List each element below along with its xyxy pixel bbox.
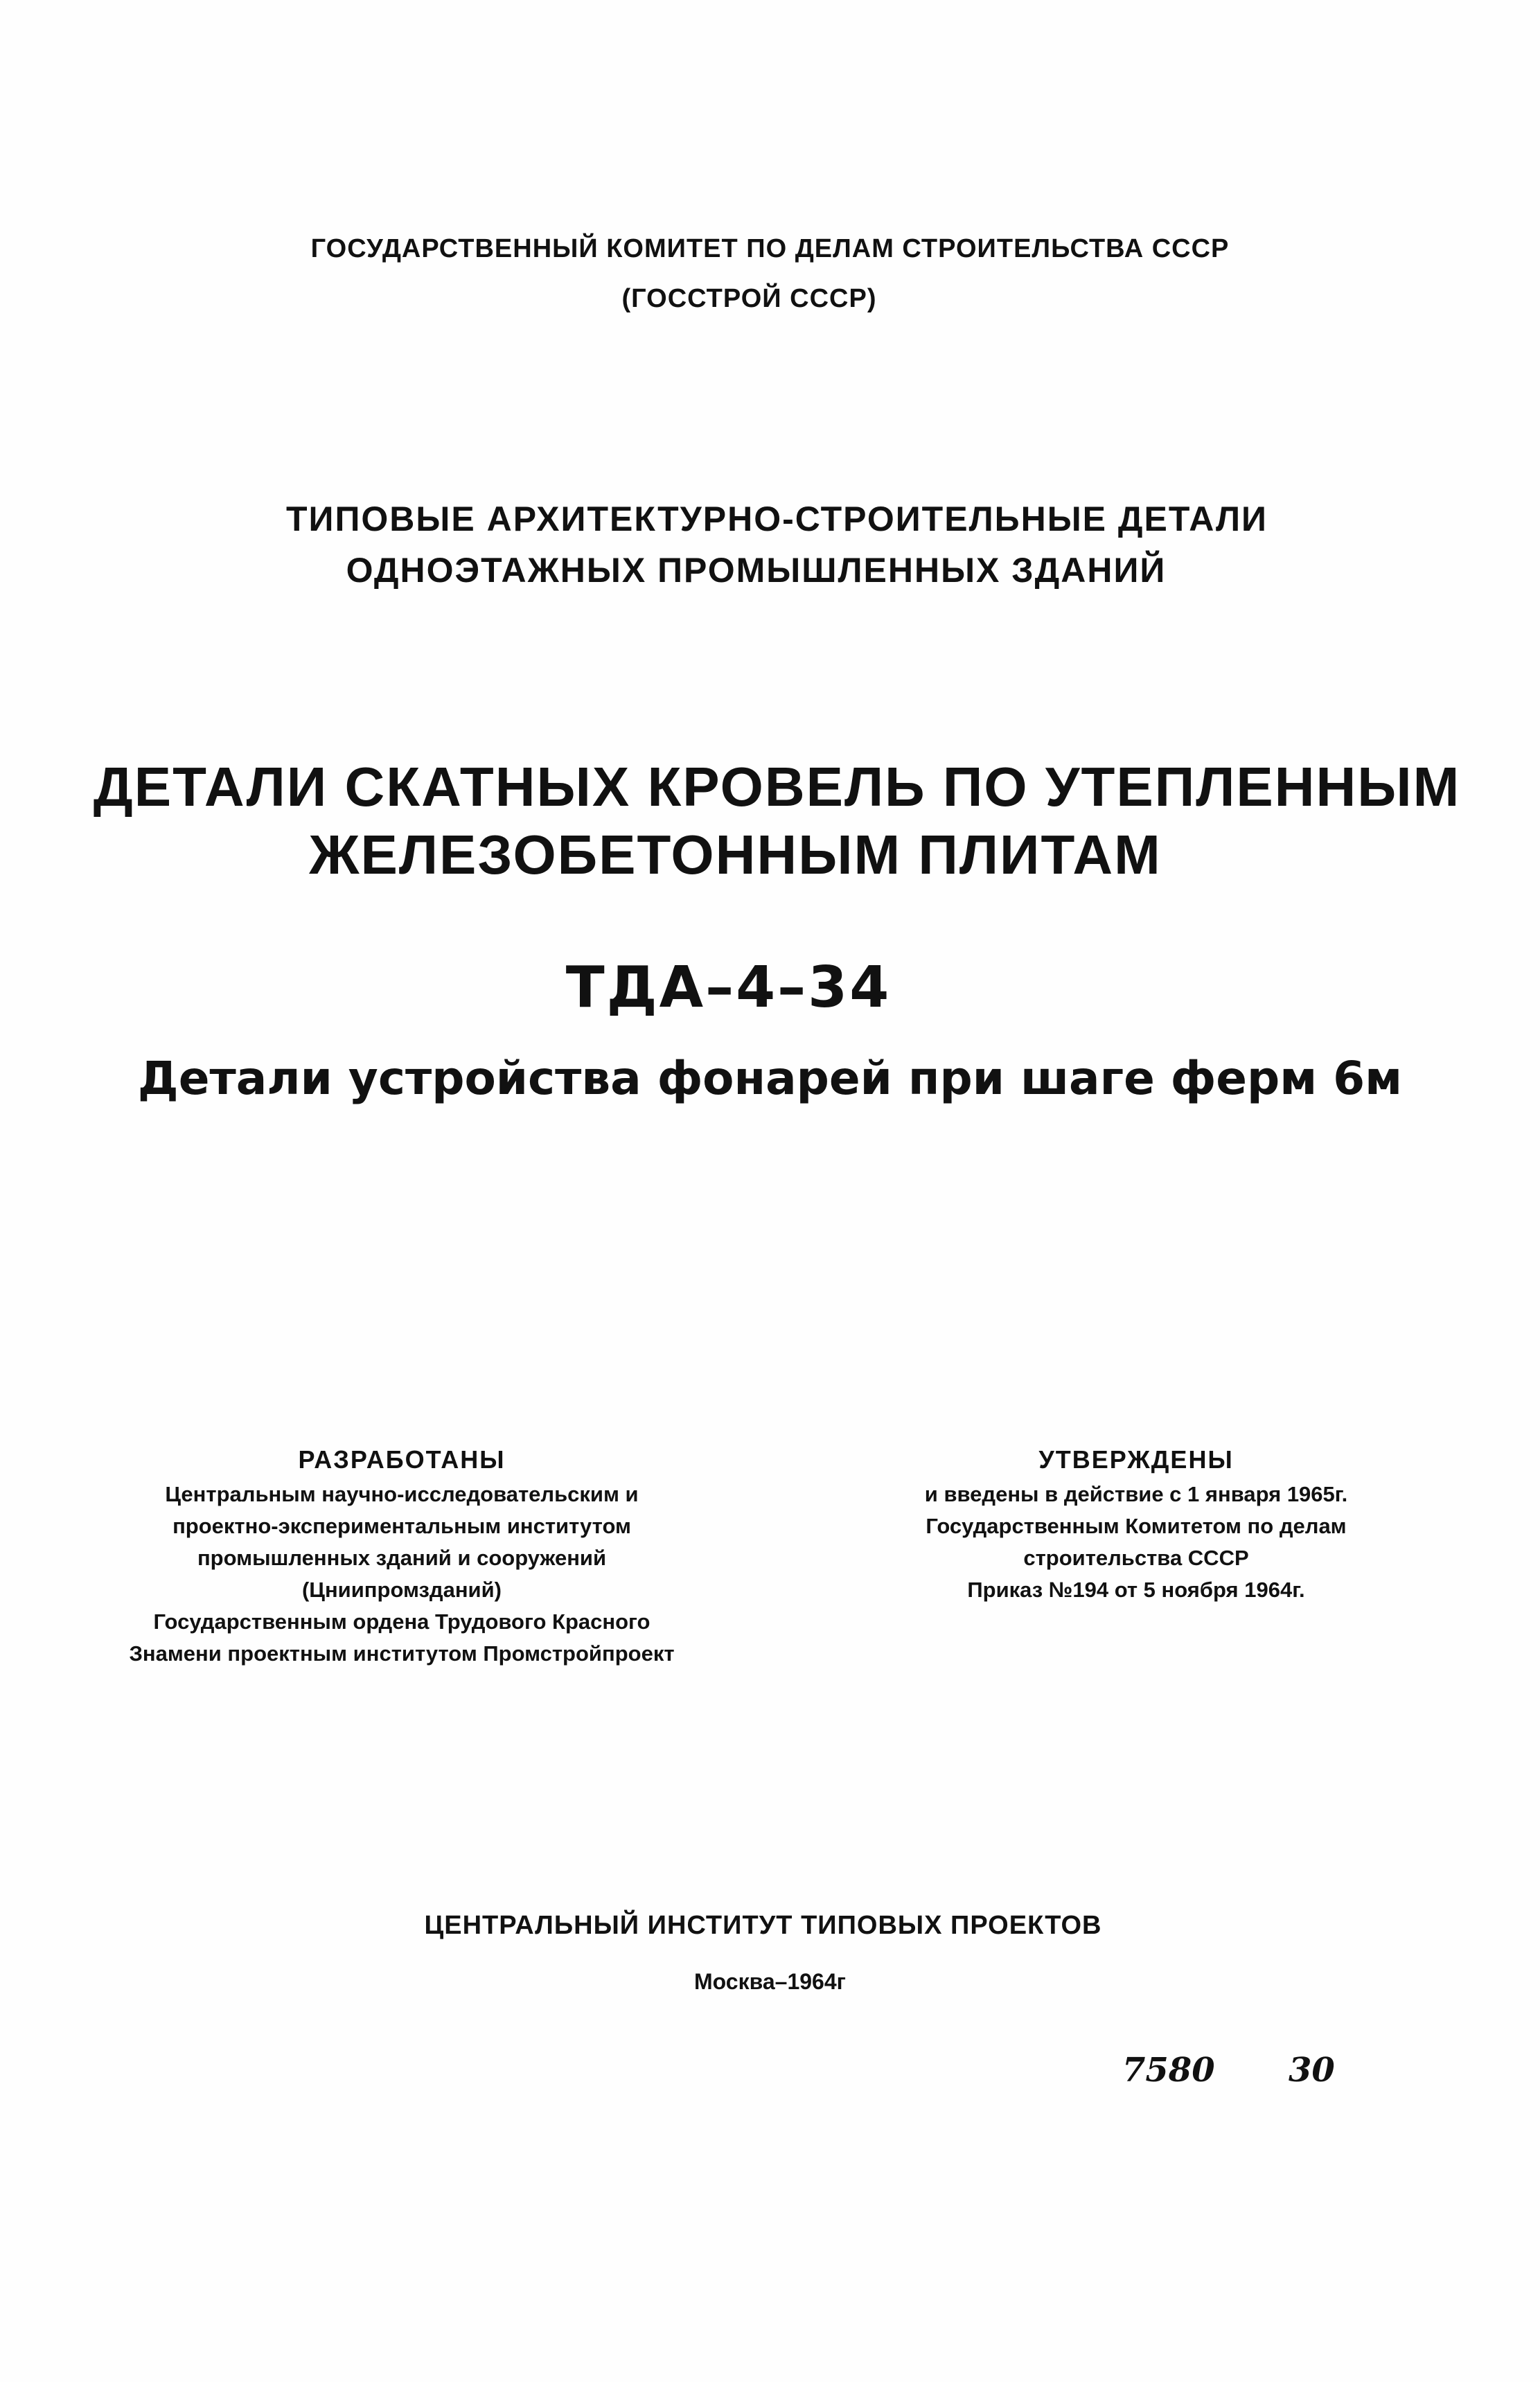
developed-line: промышленных зданий и сооружений <box>197 1546 607 1570</box>
developed-line: Государственным ордена Трудового Красного <box>153 1609 650 1634</box>
developed-line: проектно-экспериментальным институтом <box>172 1514 631 1538</box>
document-title-line1: ДЕТАЛИ СКАТНЫХ КРОВЕЛЬ ПО УТЕПЛЕННЫМ <box>93 756 1461 818</box>
developed-heading: РАЗРАБОТАНЫ <box>298 1445 506 1474</box>
series-title-line2: ОДНОЭТАЖНЫХ ПРОМЫШЛЕННЫХ ЗДАНИЙ <box>346 551 1167 590</box>
developed-line: (Цниипромзданий) <box>301 1578 502 1602</box>
approved-line: строительства СССР <box>1023 1546 1249 1570</box>
approved-line: и введены в действие с 1 января 1965г. <box>924 1482 1348 1506</box>
handwritten-page-number: 30 <box>1289 2051 1335 2090</box>
approved-by-block <box>817 1445 1455 1606</box>
handwritten-inventory-number: 7580 <box>1122 2051 1215 2090</box>
approved-line: Государственным Комитетом по делам <box>926 1514 1347 1538</box>
approved-heading: УТВЕРЖДЕНЫ <box>1038 1445 1234 1474</box>
document-title-line2: ЖЕЛЕЗОБЕТОННЫМ ПЛИТАМ <box>309 824 1162 885</box>
developed-line: Центральным научно-исследовательским и <box>165 1482 639 1506</box>
agency-name-line2: (ГОССТРОЙ СССР) <box>621 284 877 313</box>
publisher-name: ЦЕНТРАЛЬНЫЙ ИНСТИТУТ ТИПОВЫХ ПРОЕКТОВ <box>424 1911 1102 1940</box>
publication-city-year: Москва–1964г <box>694 1969 846 1994</box>
agency-name-line1: ГОСУДАРСТВЕННЫЙ КОМИТЕТ ПО ДЕЛАМ СТРОИТЕЛЬСТВА СССР <box>310 234 1230 263</box>
document-code: ТДА–4–34 <box>565 955 892 1021</box>
document-subtitle: Детали устройства фонарей при шаге ферм 6м <box>137 1052 1403 1105</box>
developed-by-block <box>83 1445 720 1670</box>
developed-line: Знамени проектным институтом Промстройпроект <box>129 1641 675 1666</box>
approved-line: Приказ №194 от 5 ноября 1964г. <box>967 1578 1305 1602</box>
series-title-line1: ТИПОВЫЕ АРХИТЕКТУРНО-СТРОИТЕЛЬНЫЕ ДЕТАЛИ <box>286 500 1268 538</box>
